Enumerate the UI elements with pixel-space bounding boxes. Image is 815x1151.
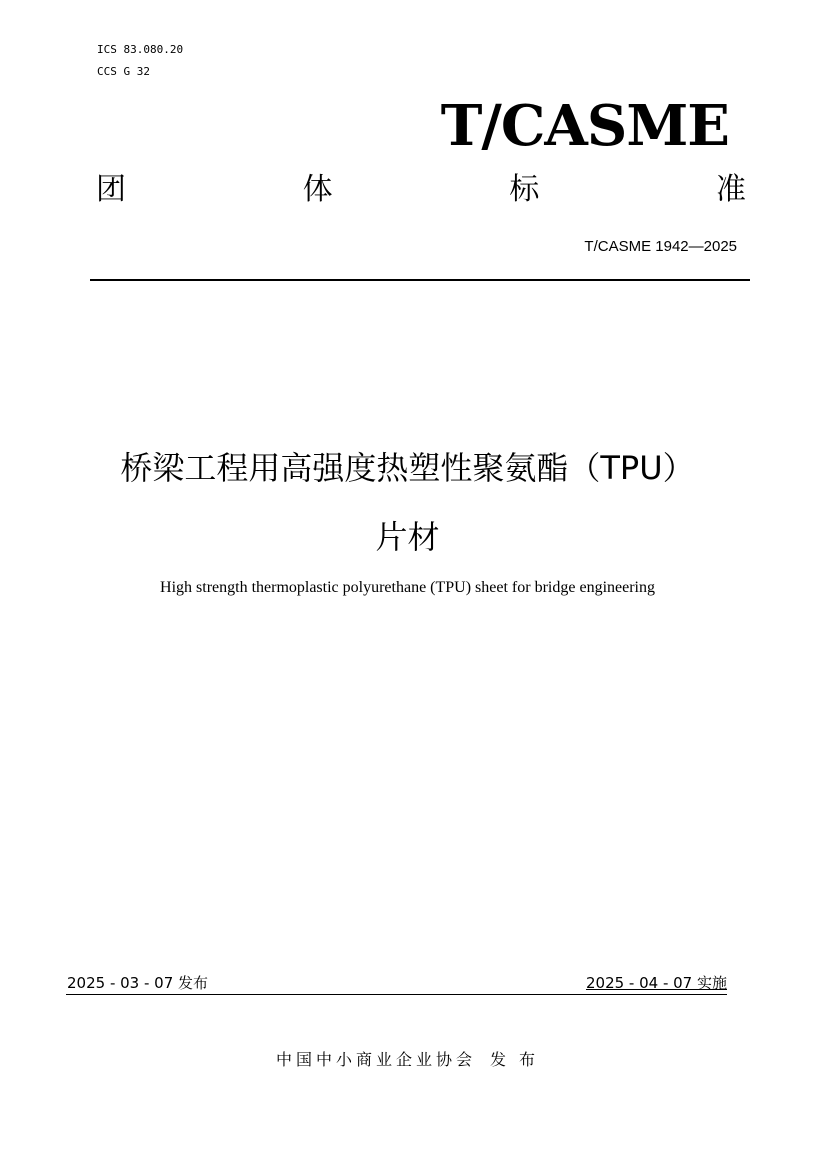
date-divider (66, 994, 727, 995)
standard-type (96, 172, 746, 208)
title-en: High strength thermoplastic polyurethane (TPU) sheet for bridge engineering (160, 579, 655, 596)
publisher-action: 发 布 (489, 1050, 540, 1069)
standard-type-char: 体 (302, 172, 333, 207)
standard-number: T/CASME 1942—2025 (584, 238, 737, 255)
publisher-line (0, 1049, 815, 1071)
issue-date: 2025 - 03 - 07 发布 (67, 974, 209, 992)
ics-code: ICS 83.080.20 (97, 43, 184, 56)
implementation-date: 2025 - 04 - 07 实施 (585, 974, 727, 992)
standard-type-char: 准 (715, 172, 746, 207)
standard-type-char: 团 (96, 172, 126, 207)
standard-type-char: 标 (509, 172, 540, 207)
org-logo: T/CASME (440, 93, 729, 159)
title-cn-line2: 片材 (375, 518, 440, 556)
ccs-code: CCS G 32 (97, 65, 150, 78)
header-divider (90, 279, 750, 281)
title-cn-line1: 桥梁工程用高强度热塑性聚氨酯（TPU） (120, 449, 695, 487)
publisher-org: 中国中小商业企业协会 (275, 1050, 476, 1069)
